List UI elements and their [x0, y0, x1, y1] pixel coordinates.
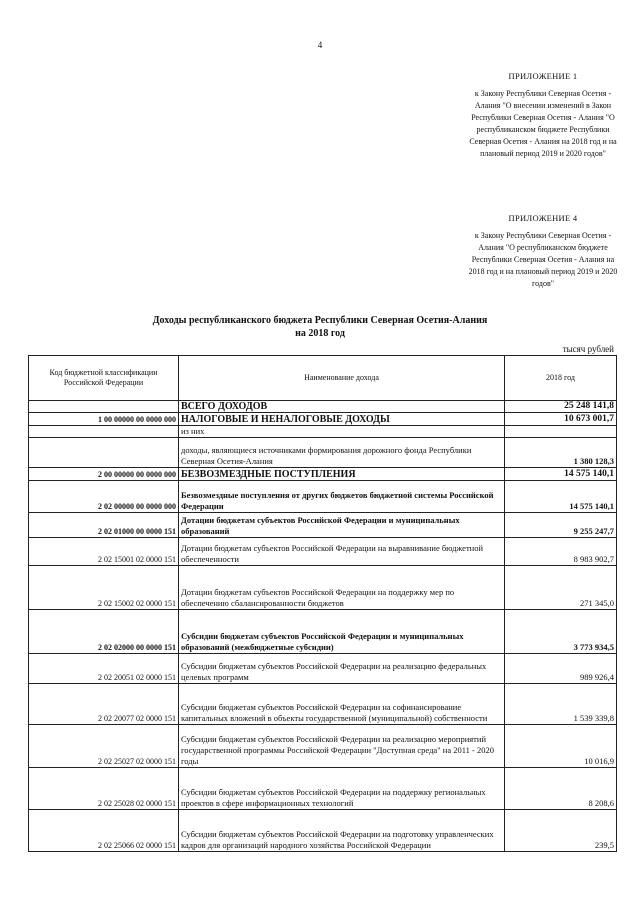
document-title-line-2: на 2018 год	[295, 328, 345, 339]
row-code: 2 02 00000 00 0000 000	[29, 481, 179, 513]
row-name: Дотации бюджетам субъектов Российской Федерации и муниципальных образований	[179, 513, 505, 538]
appendix-4-block	[468, 212, 618, 290]
row-value: 14 575 140,1	[505, 468, 617, 481]
row-name: доходы, являющиеся источниками формирования дорожного фонда Республики Северная Осетия-Алания	[179, 438, 505, 468]
row-code: 2 02 20077 02 0000 151	[29, 684, 179, 725]
table-row	[29, 401, 617, 413]
row-value: 25 248 141,8	[505, 401, 617, 413]
row-name: из них	[179, 426, 505, 438]
row-value: 989 926,4	[505, 654, 617, 684]
header-code: Код бюджетной классификации Российской Федерации	[29, 356, 179, 401]
table-header-row	[29, 356, 617, 401]
row-value	[505, 426, 617, 438]
table-row	[29, 566, 617, 610]
row-code: 2 02 25028 02 0000 151	[29, 768, 179, 810]
row-name: Дотации бюджетам субъектов Российской Федерации на поддержку мер по обеспечению сбалансированности бюджетов	[179, 566, 505, 610]
row-value: 3 773 934,5	[505, 610, 617, 654]
row-code: 2 02 25066 02 0000 151	[29, 810, 179, 852]
row-name: Субсидии бюджетам субъектов Российской Федерации на подготовку управленческих кадров для организаций народного хозяйства Российской Федерации	[179, 810, 505, 852]
appendix-4-text: к Закону Республики Северная Осетия - Алания "О республиканском бюджете Республики Северная Осетия - Алания на 2018 год и на плановый период 2019 и 2020 годов"	[468, 231, 618, 288]
page-number: 4	[317, 40, 323, 50]
row-code: 2 02 25027 02 0000 151	[29, 725, 179, 768]
document-title-line-1: Доходы республиканского бюджета Республики Северная Осетия-Алания	[152, 315, 488, 326]
appendix-1-block	[468, 70, 618, 160]
row-code	[29, 426, 179, 438]
row-code: 2 02 02000 00 0000 151	[29, 610, 179, 654]
row-value: 1 539 339,8	[505, 684, 617, 725]
row-value: 1 380 128,3	[505, 438, 617, 468]
row-value: 239,5	[505, 810, 617, 852]
row-code	[29, 401, 179, 413]
row-name: Субсидии бюджетам субъектов Российской Федерации на поддержку региональных проектов в сфере информационных технологий	[179, 768, 505, 810]
row-value: 271 345,0	[505, 566, 617, 610]
appendix-1-text: к Закону Республики Северная Осетия - Алания "О внесении изменений в Закон Республики Северная Осетия - Алания "О республиканском бюджете Республики Северная Осетия - Алания на 2018 год и на плановый период 2019 и 2020 годов"	[469, 89, 617, 158]
units-label: тысяч рублей	[562, 344, 614, 354]
row-value: 10 673 001,7	[505, 413, 617, 426]
row-code: 2 00 00000 00 0000 000	[29, 468, 179, 481]
table-row	[29, 684, 617, 725]
table-row	[29, 438, 617, 468]
row-code	[29, 438, 179, 468]
table-row	[29, 426, 617, 438]
row-value: 8 983 902,7	[505, 538, 617, 566]
row-code: 2 02 15001 02 0000 151	[29, 538, 179, 566]
row-name: Безвозмездные поступления от других бюджетов бюджетной системы Российской Федерации	[179, 481, 505, 513]
row-name: ВСЕГО ДОХОДОВ	[179, 401, 505, 413]
table-row	[29, 654, 617, 684]
row-name: Дотации бюджетам субъектов Российской Федерации на выравнивание бюджетной обеспеченности	[179, 538, 505, 566]
row-code: 2 02 20051 02 0000 151	[29, 654, 179, 684]
row-name: БЕЗВОЗМЕЗДНЫЕ ПОСТУПЛЕНИЯ	[179, 468, 505, 481]
row-code: 2 02 01000 00 0000 151	[29, 513, 179, 538]
header-name: Наименование дохода	[179, 356, 505, 401]
row-code: 2 02 15002 02 0000 151	[29, 566, 179, 610]
header-value: 2018 год	[505, 356, 617, 401]
table-row	[29, 413, 617, 426]
table-row	[29, 610, 617, 654]
row-name: Субсидии бюджетам субъектов Российской Федерации и муниципальных образований (межбюджетные субсидии)	[179, 610, 505, 654]
table-row	[29, 725, 617, 768]
table-row	[29, 481, 617, 513]
row-value: 10 016,9	[505, 725, 617, 768]
income-table	[28, 355, 617, 852]
table-row	[29, 768, 617, 810]
table-row	[29, 538, 617, 566]
row-name: Субсидии бюджетам субъектов Российской Федерации на софинансирование капитальных вложений в объекты государственной (муниципальной) собственности	[179, 684, 505, 725]
appendix-1-heading: ПРИЛОЖЕНИЕ 1	[508, 71, 578, 81]
appendix-4-heading: ПРИЛОЖЕНИЕ 4	[508, 213, 578, 223]
table-row	[29, 513, 617, 538]
row-name: Субсидии бюджетам субъектов Российской Федерации на реализацию федеральных целевых программ	[179, 654, 505, 684]
row-code: 1 00 00000 00 0000 000	[29, 413, 179, 426]
row-name: Субсидии бюджетам субъектов Российской Федерации на реализацию мероприятий государственной программы Российской Федерации "Доступная среда" на 2011 - 2020 годы	[179, 725, 505, 768]
row-value: 8 208,6	[505, 768, 617, 810]
table-row	[29, 810, 617, 852]
row-name: НАЛОГОВЫЕ И НЕНАЛОГОВЫЕ ДОХОДЫ	[179, 413, 505, 426]
row-value: 9 255 247,7	[505, 513, 617, 538]
document-title	[120, 314, 520, 340]
row-value: 14 575 140,1	[505, 481, 617, 513]
table-row	[29, 468, 617, 481]
